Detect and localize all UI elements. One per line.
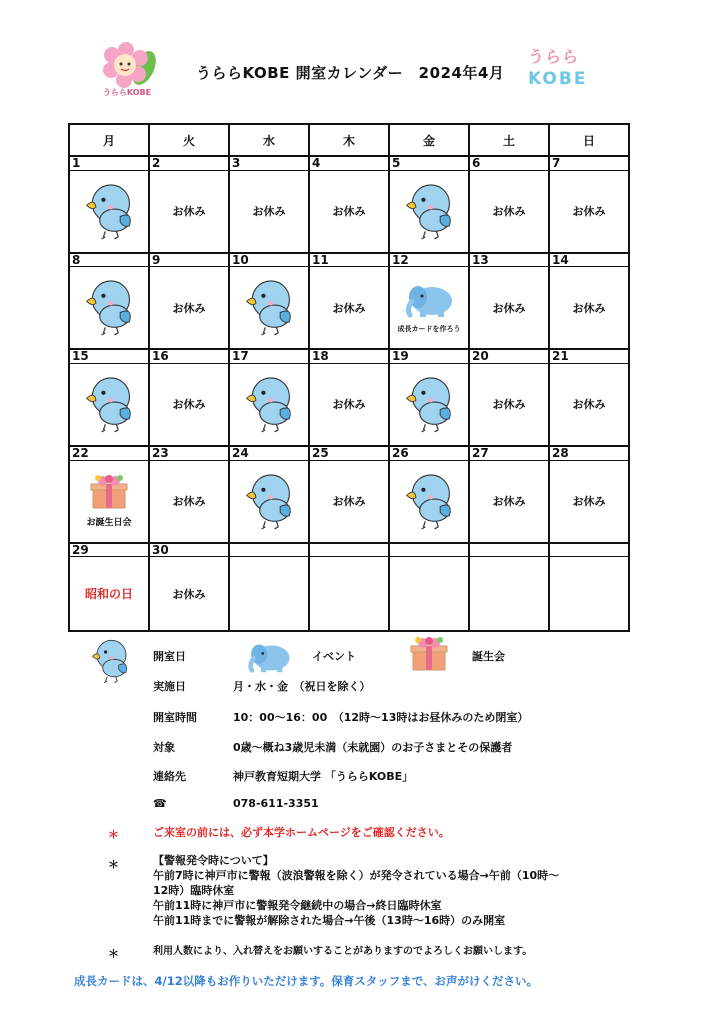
date-number: 21	[549, 349, 629, 363]
gift-icon	[408, 636, 450, 672]
date-number: 19	[389, 349, 469, 363]
date-number: 16	[149, 349, 229, 363]
day-cell	[69, 460, 149, 543]
day-cell	[469, 267, 549, 350]
legend	[0, 636, 724, 684]
warning-line-3: 午前11時までに警報が解除された場合→午後（13時～16時）のみ開室	[153, 914, 506, 927]
day-content-row	[69, 267, 629, 350]
closed-label: お休み	[332, 398, 366, 412]
day-cell	[549, 557, 629, 631]
date-number-row	[69, 543, 629, 557]
day-cell	[149, 460, 229, 543]
day-cell	[469, 363, 549, 446]
warning-line-1: 午前7時に神戸市に警報（波浪警報を除く）が発令されている場合→午前（10時～	[153, 869, 560, 882]
closed-label: お休み	[252, 205, 286, 219]
info-tel	[153, 797, 319, 810]
day-cell	[309, 170, 389, 253]
closed-label: お休み	[492, 398, 526, 412]
info-hours-key: 開室時間	[153, 711, 197, 724]
note-star: ＊	[108, 858, 119, 871]
date-number: 23	[149, 446, 229, 460]
info-target-value: 0歳～概ね3歳児未満（未就園）のお子さまとその保護者	[233, 741, 513, 754]
date-number: 4	[309, 156, 389, 170]
info-contact-key: 連絡先	[153, 770, 186, 783]
warning-line-2: 午前11時に神戸市に警報発令継続中の場合→終日臨時休室	[153, 899, 442, 912]
bird-icon	[243, 275, 295, 337]
day-cell	[549, 363, 629, 446]
day-content-row	[69, 557, 629, 631]
day-cell	[389, 170, 469, 253]
bird-icon	[83, 372, 135, 434]
closed-label: お休み	[492, 495, 526, 509]
bird-icon	[403, 179, 455, 241]
day-cell	[229, 557, 309, 631]
elephant-icon	[246, 640, 292, 674]
closed-label: お休み	[332, 301, 366, 315]
date-number: 30	[149, 543, 229, 557]
legend-birthday-label: 誕生会	[472, 650, 505, 663]
note-star: ＊	[108, 828, 119, 841]
bird-icon	[403, 372, 455, 434]
day-cell	[549, 267, 629, 350]
day-cell	[149, 363, 229, 446]
elephant-icon	[404, 281, 454, 319]
weekday-header: 土	[469, 124, 549, 156]
date-number-row	[69, 156, 629, 170]
info-hours	[153, 709, 528, 725]
weekday-header: 水	[229, 124, 309, 156]
info-days	[153, 678, 371, 694]
day-cell	[149, 557, 229, 631]
day-cell	[309, 557, 389, 631]
event-label: 成長カードを作ろう	[397, 325, 461, 334]
day-cell	[389, 460, 469, 543]
date-number: 2	[149, 156, 229, 170]
closed-label: お休み	[332, 495, 366, 509]
day-cell	[549, 460, 629, 543]
date-number: 12	[389, 253, 469, 267]
day-cell	[149, 267, 229, 350]
day-cell	[309, 363, 389, 446]
note-capacity: 利用人数により、入れ替えをお願いすることがありますのでよろしくお願いします。	[153, 946, 533, 957]
logo-right-line2: KOBE	[528, 69, 588, 89]
day-cell	[229, 363, 309, 446]
day-cell	[309, 460, 389, 543]
day-cell	[229, 267, 309, 350]
closed-label: お休み	[172, 587, 206, 601]
legend-event-label: イベント	[312, 650, 356, 663]
footer-note: 成長カードは、4/12以降もお作りいただけます。保育スタッフまで、お声がけください。	[74, 974, 539, 988]
date-number	[549, 543, 629, 557]
logo-left-text: うららKOBE	[102, 88, 152, 97]
weekday-header: 日	[549, 124, 629, 156]
closed-label: お休み	[172, 495, 206, 509]
closed-label: お休み	[572, 205, 606, 219]
info-days-key: 実施日	[153, 680, 186, 693]
day-cell	[469, 557, 549, 631]
note-star: ＊	[108, 947, 119, 960]
day-cell	[469, 170, 549, 253]
date-number: 17	[229, 349, 309, 363]
info-hours-value: 10：00～16：00 （12時～13時はお昼休みのため閉室）	[233, 711, 529, 724]
day-content-row	[69, 460, 629, 543]
info-target-key: 対象	[153, 741, 175, 754]
date-number: 11	[309, 253, 389, 267]
date-number-row	[69, 253, 629, 267]
phone-icon: ☎	[153, 797, 167, 810]
holiday-label: 昭和の日	[84, 587, 133, 602]
day-content-row	[69, 363, 629, 446]
date-number	[389, 543, 469, 557]
closed-label: お休み	[572, 398, 606, 412]
date-number: 3	[229, 156, 309, 170]
weekday-header: 木	[309, 124, 389, 156]
note-warning	[153, 853, 643, 928]
closed-label: お休み	[332, 205, 366, 219]
bird-icon	[243, 469, 295, 531]
date-number: 28	[549, 446, 629, 460]
logo-right-line1: うらら	[528, 47, 580, 66]
legend-open-label: 開室日	[153, 650, 186, 663]
date-number: 13	[469, 253, 549, 267]
day-cell	[309, 267, 389, 350]
day-cell	[69, 363, 149, 446]
date-number: 7	[549, 156, 629, 170]
weekday-header: 火	[149, 124, 229, 156]
date-number: 26	[389, 446, 469, 460]
urara-kobe-flower-logo	[96, 40, 158, 98]
closed-label: お休み	[172, 205, 206, 219]
date-number: 9	[149, 253, 229, 267]
date-number: 18	[309, 349, 389, 363]
birthday-label: お誕生日会	[86, 518, 132, 529]
day-cell	[389, 363, 469, 446]
weekday-header: 金	[389, 124, 469, 156]
info-tel-value: 078-611-3351	[233, 797, 319, 810]
day-cell	[469, 460, 549, 543]
warning-line-1b: 12時）臨時休室	[153, 884, 235, 897]
day-cell	[389, 267, 469, 350]
date-number: 27	[469, 446, 549, 460]
bird-icon	[83, 275, 135, 337]
date-number: 20	[469, 349, 549, 363]
closed-label: お休み	[572, 495, 606, 509]
date-number: 5	[389, 156, 469, 170]
page-title: うららKOBE 開室カレンダー 2024年4月	[196, 64, 505, 82]
date-number: 8	[69, 253, 149, 267]
info-contact-value: 神戸教育短期大学 「うららKOBE」	[233, 770, 414, 783]
urara-kobe-text-logo	[528, 44, 588, 96]
day-cell	[149, 170, 229, 253]
date-number	[229, 543, 309, 557]
closed-label: お休み	[492, 205, 526, 219]
date-number: 15	[69, 349, 149, 363]
bird-icon	[243, 372, 295, 434]
date-number-row	[69, 446, 629, 460]
day-cell	[69, 267, 149, 350]
date-number: 10	[229, 253, 309, 267]
date-number: 24	[229, 446, 309, 460]
bird-icon	[88, 636, 132, 684]
date-number: 25	[309, 446, 389, 460]
day-cell	[389, 557, 469, 631]
date-number	[469, 543, 549, 557]
date-number	[309, 543, 389, 557]
info-days-value: 月・水・金 （祝日を除く）	[233, 680, 371, 693]
warning-title: 【警報発令時について】	[153, 854, 274, 867]
day-cell	[69, 170, 149, 253]
info-target	[153, 739, 512, 755]
closed-label: お休み	[172, 301, 206, 315]
date-number: 1	[69, 156, 149, 170]
date-number: 22	[69, 446, 149, 460]
date-number: 29	[69, 543, 149, 557]
date-number: 6	[469, 156, 549, 170]
day-cell	[69, 557, 149, 631]
closed-label: お休み	[492, 301, 526, 315]
day-cell	[229, 460, 309, 543]
note-visit: ご来室の前には、必ず本学ホームページをご確認ください。	[153, 826, 450, 839]
weekday-header: 月	[69, 124, 149, 156]
day-cell	[229, 170, 309, 253]
day-content-row	[69, 170, 629, 253]
bird-icon	[83, 179, 135, 241]
calendar-table	[68, 123, 630, 632]
date-number-row	[69, 349, 629, 363]
closed-label: お休み	[572, 301, 606, 315]
info-contact	[153, 768, 413, 784]
day-cell	[549, 170, 629, 253]
closed-label: お休み	[172, 398, 206, 412]
bird-icon	[403, 469, 455, 531]
gift-icon	[89, 474, 129, 510]
date-number: 14	[549, 253, 629, 267]
